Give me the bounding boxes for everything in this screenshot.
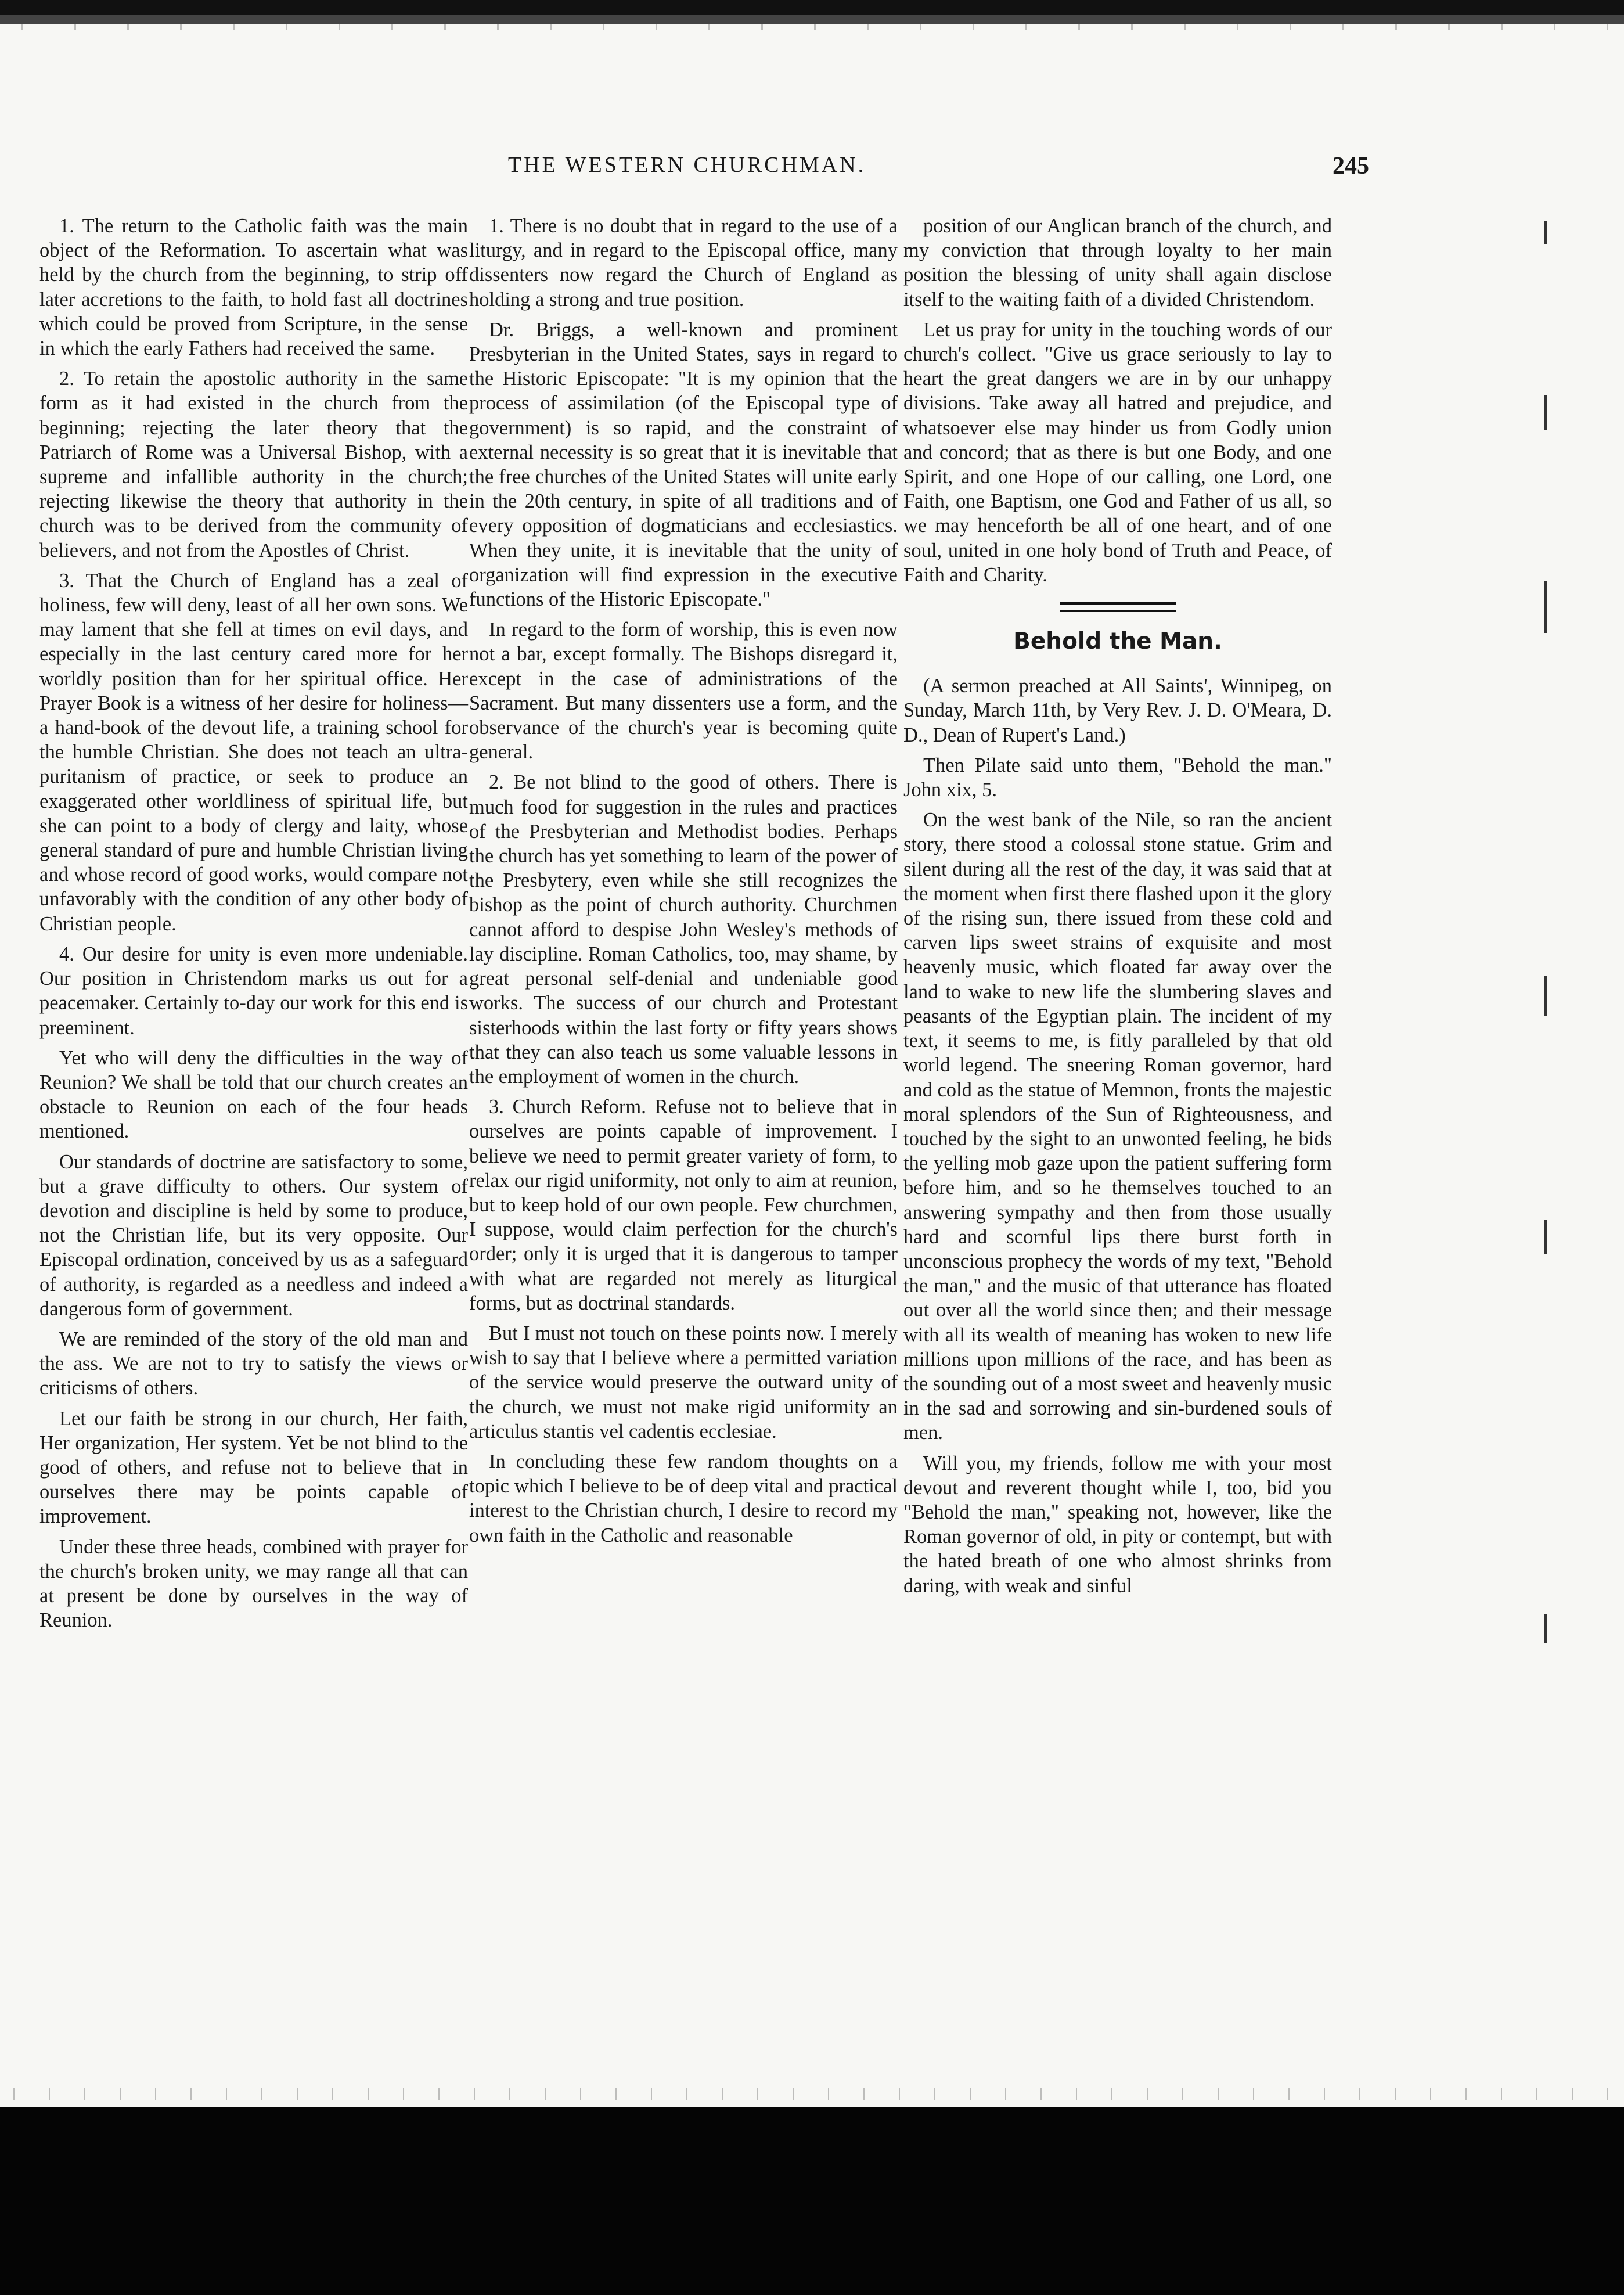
scan-noise — [0, 24, 1624, 30]
section-divider — [1060, 602, 1176, 612]
paragraph: We are reminded of the story of the old man and the ass. We are not to try to satisfy the views or criticisms of others. — [39, 1328, 468, 1400]
page-title: THE WESTERN CHURCHMAN. — [507, 153, 866, 177]
scan-edge-marks — [1539, 221, 1562, 1847]
paragraph: 4. Our desire for unity is even more undeniable. Our position in Christendom marks us out for a peacemaker. Certainly to-day our work for this end is preeminent. — [39, 943, 468, 1039]
scan-noise — [0, 2088, 1624, 2100]
sermon-heading: Behold the Man. — [1013, 628, 1222, 655]
top-scan-border — [0, 0, 1624, 24]
paragraph: 3. Church Reform. Refuse not to believe that in ourselves are points capable of improvement. I believe we need to permit greater variety of form, to relax our rigid uniformity, not only to aim at reunion, but to keep hold of our own people. Few churchmen, I suppose, would claim perfection for the church's order; only it is urged that it is dangerous to tamper with what are regarded not merely as liturgical forms, but as doctrinal standards. — [469, 1096, 898, 1314]
paragraph: Will you, my friends, follow me with your most devout and reverent thought while I, too, bid you "Behold the man," speaking not, however, like the Roman governor of old, in pity or contempt, but with the hated breath of one who almost shrinks from daring, with weak and sinful — [903, 1452, 1332, 1597]
running-header — [28, 152, 1369, 187]
paragraph: In regard to the form of worship, this is even now not a bar, except formally. The Bishops disregard it, except in the case of administrations of the Sacrament. But many dissenters use a form, and the observance of the church's year is becoming quite general. — [469, 618, 898, 764]
paragraph: position of our Anglican branch of the church, and my conviction that through loyalty to her main position the blessing of unity shall again disclose itself to the waiting faith of a divided Christendom. — [903, 215, 1332, 311]
paragraph: Let our faith be strong in our church, Her faith, Her organization, Her system. Yet be not blind to the good of others, and refuse not to believe that in ourselves there may be points capable of improvement. — [39, 1407, 468, 1528]
page-number: 245 — [1333, 153, 1369, 179]
paragraph: On the west bank of the Nile, so ran the ancient story, there stood a colossal stone statue. Grim and silent during all the rest of the day, it was said that at the moment when first there flashed upon it the glory of the rising sun, there issued from these cold and carven lips sweet strains of exquisite and most heavenly music, which floated far away over the land to wake to new life the slumbering slaves and peasants of the Egyptian plain. The incident of my text, it seems to me, is fitly paralleled by that old world legend. The sneering Roman governor, hard and cold as the statue of Memnon, fronts the majestic moral splendors of the Sun of Righteousness, and touched by the sight to an unwonted feeling, he bids the yelling mob gaze upon the patient suffering form before him, and so he themselves touched to an answering sympathy and then from those usually hard and scornful lips there burst forth in unconscious prophecy the words of my text, "Behold the man," and the music of that utterance has floated out over all the world since then; and their message with all its wealth of meaning has woken to new life millions upon millions of the race, and has been as the sounding out of a most sweet and heavenly music in the sad and sorrowing and sin-burdened souls of men. — [903, 809, 1332, 1444]
paragraph: Yet who will deny the difficulties in the way of Reunion? We shall be told that our church creates an obstacle to Reunion on each of the four heads mentioned. — [39, 1046, 468, 1143]
column-middle — [469, 214, 898, 1553]
paragraph: In concluding these few random thoughts on a topic which I believe to be of deep vital and practical interest to the Christian church, I desire to record my own faith in the Catholic and reasonable — [469, 1450, 898, 1546]
paragraph: 2. To retain the apostolic authority in the same form as it had existed in the church from the beginning; rejecting the later theory that the Patriarch of Rome was a Universal Bishop, with a supreme and infallible authority in the church; rejecting likewise the theory that authority in the church was to be derived from the community of believers, and not from the Apostles of Christ. — [39, 368, 468, 562]
paragraph: Under these three heads, combined with prayer for the church's broken unity, we may range all that can at present be done by ourselves in the way of Reunion. — [39, 1535, 468, 1632]
bottom-scan-border — [0, 2107, 1624, 2295]
column-right — [903, 214, 1332, 1604]
paragraph: 1. The return to the Catholic faith was the main object of the Reformation. To ascertain what was held by the church from the beginning, to strip off later accretions to the faith, to hold fast all doctrines which could be proved from Scripture, in the sense in which the early Fathers had received the same. — [39, 215, 468, 360]
paragraph: Let us pray for unity in the touching words of our church's collect. "Give us grace seriously to lay to heart the great dangers we are in by our unhappy divisions. Take away all hatred and prejudice, and whatsoever else may hinder us from Godly union and concord; that as there is but one Body, and one Spirit, and one Hope of our calling, one Lord, one Faith, one Baptism, one God and Father of us all, so we may henceforth be all of one heart, and of one soul, united in one holy bond of Truth and Peace, of Faith and Charity. — [903, 318, 1332, 586]
paragraph: Our standards of doctrine are satisfactory to some, but a grave difficulty to others. Our system of devotion and discipline is held by some to produce, not the Christian life, but its very opposite. Our Episcopal ordination, conceived by us as a safeguard of authority, is regarded as a needless and indeed a dangerous form of government. — [39, 1150, 468, 1320]
paragraph: 3. That the Church of England has a zeal of holiness, few will deny, least of all her own sons. We may lament that she fell at times on evil days, and especially in the last century cared more for her worldly position than for her spiritual office. Her Prayer Book is a witness of her desire for holiness—a hand-book of the devout life, a training school for the humble Christian. She does not teach an ultra-puritanism of practice, or seek to produce an exaggerated other worldliness of spiritual life, but she can point to a body of clergy and laity, whose general standard of pure and humble Christian living and whose record of good works, would compare not unfavorably with the condition of any other body of Christian people. — [39, 569, 468, 935]
paragraph: Then Pilate said unto them, "Behold the man." John xix, 5. — [903, 754, 1332, 801]
paragraph: But I must not touch on these points now. I merely wish to say that I believe where a permitted variation of the service would preserve the outward unity of the church, we must not make rigid uniformity an articulus stantis vel cadentis ecclesiae. — [469, 1322, 898, 1443]
column-left — [39, 214, 468, 1638]
sermon-byline: (A sermon preached at All Saints', Winnipeg, on Sunday, March 11th, by Very Rev. J. D. O'Meara, D. D., Dean of Rupert's Land.) — [903, 675, 1332, 746]
paragraph: 2. Be not blind to the good of others. There is much food for suggestion in the rules and practices of the Presbyterian and Methodist bodies. Perhaps the church has yet something to learn of the power of the Presbytery, even while she still recognizes the bishop as the point of church authority. Churchmen cannot afford to despise John Wesley's methods of lay discipline. Roman Catholics, too, may shame, by great personal self-denial and undeniable good works. The success of our church and Protestant sisterhoods within the last forty or fifty years shows that they can also teach us some valuable lessons in the employment of women in the church. — [469, 771, 898, 1088]
paragraph: Dr. Briggs, a well-known and prominent Presbyterian in the United States, says in regard to the Historic Episcopate: "It is my opinion that the process of assimilation (of the Episcopal type of government) is so rapid, and the constraint of external necessity is so great that it is inevitable that the free churches of the United States will unite early in the 20th century, in spite of all traditions and of every opposition of dogmaticians and ecclesiastics. When they unite, it is inevitable that the unity of organization will find expression in the executive functions of the Historic Episcopate." — [469, 318, 898, 611]
paragraph: 1. There is no doubt that in regard to the use of a liturgy, and in regard to the Episcopal office, many dissenters now regard the Church of England as holding a strong and true position. — [469, 215, 898, 311]
